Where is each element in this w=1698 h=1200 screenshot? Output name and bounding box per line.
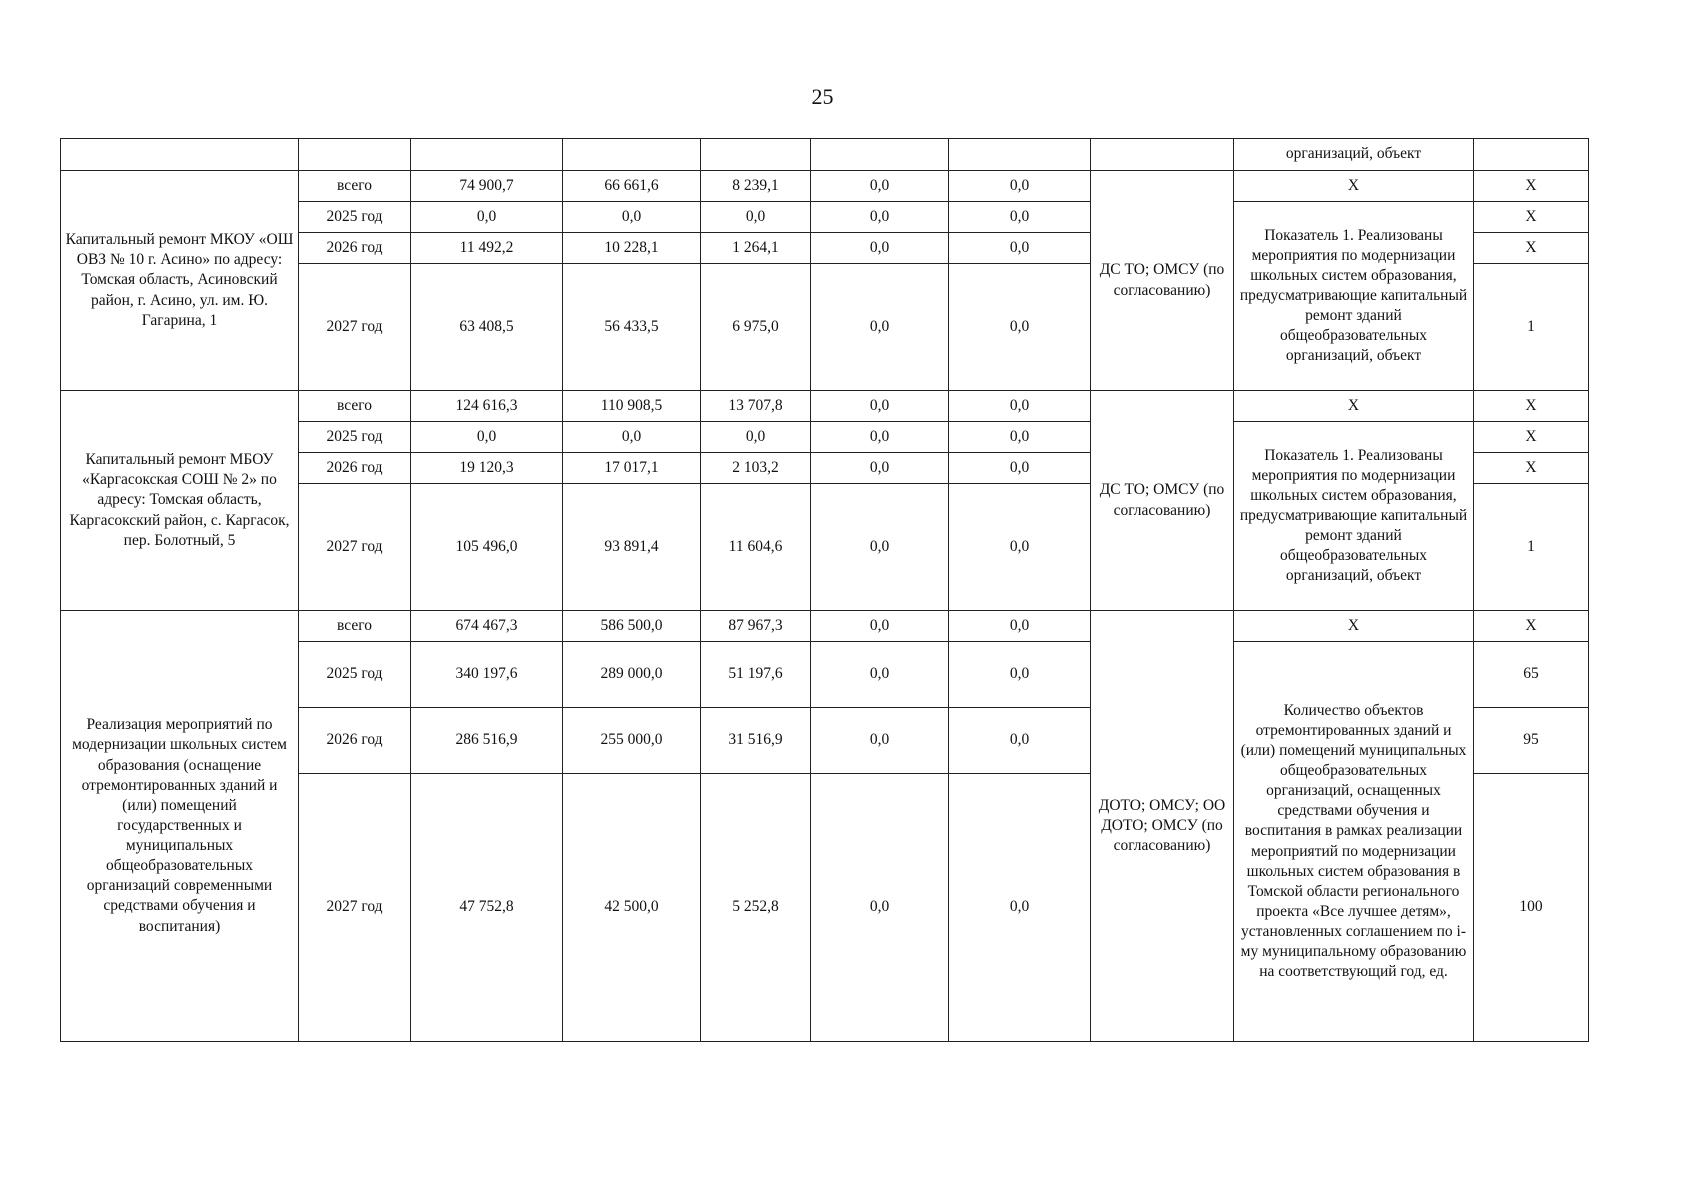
source-3-cell: 0,0 xyxy=(811,708,949,774)
value-cell: Х xyxy=(1474,171,1589,202)
executor-cell: ДОТО; ОМСУ; ОО ДОТО; ОМСУ (по согласованию) xyxy=(1091,611,1234,1042)
source-3-cell: 0,0 xyxy=(811,233,949,264)
source-3-cell: 0,0 xyxy=(811,391,949,422)
source-2-cell: 8 239,1 xyxy=(701,171,811,202)
measure-name: Реализация мероприятий по модернизации школьных систем образования (оснащение отремонтированных зданий и (или) помещений государственных и муниципальных общеобразовательных организаций современными средствами обучения и воспитания) xyxy=(61,611,299,1042)
source-1-cell: 255 000,0 xyxy=(563,708,701,774)
total-cell: 286 516,9 xyxy=(411,708,563,774)
source-3-cell: 0,0 xyxy=(811,611,949,642)
period-cell: 2027 год xyxy=(299,774,411,1042)
source-3-cell: 0,0 xyxy=(811,484,949,611)
total-cell: 11 492,2 xyxy=(411,233,563,264)
total-cell: 674 467,3 xyxy=(411,611,563,642)
source-3-cell: 0,0 xyxy=(811,202,949,233)
total-cell: 47 752,8 xyxy=(411,774,563,1042)
source-2-cell: 1 264,1 xyxy=(701,233,811,264)
period-cell: 2027 год xyxy=(299,264,411,391)
source-1-cell: 10 228,1 xyxy=(563,233,701,264)
source-2-cell: 2 103,2 xyxy=(701,453,811,484)
period-cell: всего xyxy=(299,391,411,422)
indicator-total-cell: Х xyxy=(1234,171,1474,202)
indicator-total-cell: Х xyxy=(1234,391,1474,422)
source-4-cell: 0,0 xyxy=(949,202,1091,233)
indicator-cell: Количество объектов отремонтированных зданий и (или) помещений муниципальных общеобразовательных организаций, оснащенных средствами обучения и воспитания в рамках реализации мероприятий по модернизации школьных систем образования в Томской области регионального проекта «Все лучшее детям», установленных соглашением по i-му муниципальному образованию на соответствующий год, ед. xyxy=(1234,642,1474,1042)
source-1-cell: 56 433,5 xyxy=(563,264,701,391)
source-1-cell: 42 500,0 xyxy=(563,774,701,1042)
source-3-cell: 0,0 xyxy=(811,422,949,453)
source-3-cell: 0,0 xyxy=(811,774,949,1042)
indicator-total-cell: Х xyxy=(1234,611,1474,642)
table-row xyxy=(61,391,1589,422)
source-2-cell: 51 197,6 xyxy=(701,642,811,708)
source-4-cell: 0,0 xyxy=(949,391,1091,422)
program-table xyxy=(60,138,1589,1042)
total-cell: 124 616,3 xyxy=(411,391,563,422)
period-cell: 2026 год xyxy=(299,453,411,484)
source-2-cell: 5 252,8 xyxy=(701,774,811,1042)
value-cell: Х xyxy=(1474,422,1589,453)
total-cell: 19 120,3 xyxy=(411,453,563,484)
value-cell: Х xyxy=(1474,202,1589,233)
period-cell: всего xyxy=(299,171,411,202)
table-row xyxy=(61,171,1589,202)
source-4-cell: 0,0 xyxy=(949,422,1091,453)
source-1-cell: 17 017,1 xyxy=(563,453,701,484)
period-cell: 2026 год xyxy=(299,233,411,264)
total-cell: 340 197,6 xyxy=(411,642,563,708)
period-cell: 2025 год xyxy=(299,642,411,708)
table-row xyxy=(61,611,1589,642)
indicator-cell: Показатель 1. Реализованы мероприятия по модернизации школьных систем образования, предусматривающие капитальный ремонт зданий общеобразовательных организаций, объект xyxy=(1234,422,1474,611)
source-4-cell: 0,0 xyxy=(949,171,1091,202)
value-cell: 65 xyxy=(1474,642,1589,708)
period-cell: 2025 год xyxy=(299,422,411,453)
source-4-cell: 0,0 xyxy=(949,611,1091,642)
value-cell: 1 xyxy=(1474,264,1589,391)
executor-cell: ДС ТО; ОМСУ (по согласованию) xyxy=(1091,391,1234,611)
measure-name: Капитальный ремонт МКОУ «ОШ ОВЗ № 10 г. Асино» по адресу: Томская область, Асиновский район, г. Асино, ул. им. Ю. Гагарина, 1 xyxy=(61,171,299,391)
source-1-cell: 93 891,4 xyxy=(563,484,701,611)
source-2-cell: 13 707,8 xyxy=(701,391,811,422)
value-cell: Х xyxy=(1474,611,1589,642)
source-4-cell: 0,0 xyxy=(949,484,1091,611)
source-2-cell: 0,0 xyxy=(701,422,811,453)
source-1-cell: 110 908,5 xyxy=(563,391,701,422)
period-cell: всего xyxy=(299,611,411,642)
source-1-cell: 0,0 xyxy=(563,202,701,233)
source-4-cell: 0,0 xyxy=(949,453,1091,484)
value-cell: Х xyxy=(1474,233,1589,264)
continuation-row xyxy=(61,139,1589,171)
page-number: 25 xyxy=(811,84,834,109)
source-1-cell: 66 661,6 xyxy=(563,171,701,202)
total-cell: 0,0 xyxy=(411,202,563,233)
total-cell: 74 900,7 xyxy=(411,171,563,202)
source-3-cell: 0,0 xyxy=(811,453,949,484)
measure-name: Капитальный ремонт МБОУ «Каргасокская СОШ № 2» по адресу: Томская область, Каргасокский район, с. Каргасок, пер. Болотный, 5 xyxy=(61,391,299,611)
source-4-cell: 0,0 xyxy=(949,642,1091,708)
value-cell: 100 xyxy=(1474,774,1589,1042)
source-3-cell: 0,0 xyxy=(811,264,949,391)
total-cell: 0,0 xyxy=(411,422,563,453)
total-cell: 105 496,0 xyxy=(411,484,563,611)
period-cell: 2027 год xyxy=(299,484,411,611)
source-4-cell: 0,0 xyxy=(949,233,1091,264)
source-2-cell: 31 516,9 xyxy=(701,708,811,774)
indicator-cell: Показатель 1. Реализованы мероприятия по модернизации школьных систем образования, предусматривающие капитальный ремонт зданий общеобразовательных организаций, объект xyxy=(1234,202,1474,391)
continuation-indicator: организаций, объект xyxy=(1234,139,1474,171)
value-cell: Х xyxy=(1474,391,1589,422)
executor-cell: ДС ТО; ОМСУ (по согласованию) xyxy=(1091,171,1234,391)
source-4-cell: 0,0 xyxy=(949,264,1091,391)
source-2-cell: 0,0 xyxy=(701,202,811,233)
source-4-cell: 0,0 xyxy=(949,708,1091,774)
period-cell: 2026 год xyxy=(299,708,411,774)
source-1-cell: 289 000,0 xyxy=(563,642,701,708)
value-cell: Х xyxy=(1474,453,1589,484)
period-cell: 2025 год xyxy=(299,202,411,233)
source-4-cell: 0,0 xyxy=(949,774,1091,1042)
total-cell: 63 408,5 xyxy=(411,264,563,391)
source-1-cell: 586 500,0 xyxy=(563,611,701,642)
source-2-cell: 6 975,0 xyxy=(701,264,811,391)
source-1-cell: 0,0 xyxy=(563,422,701,453)
source-2-cell: 87 967,3 xyxy=(701,611,811,642)
source-3-cell: 0,0 xyxy=(811,642,949,708)
source-3-cell: 0,0 xyxy=(811,171,949,202)
value-cell: 1 xyxy=(1474,484,1589,611)
source-2-cell: 11 604,6 xyxy=(701,484,811,611)
value-cell: 95 xyxy=(1474,708,1589,774)
